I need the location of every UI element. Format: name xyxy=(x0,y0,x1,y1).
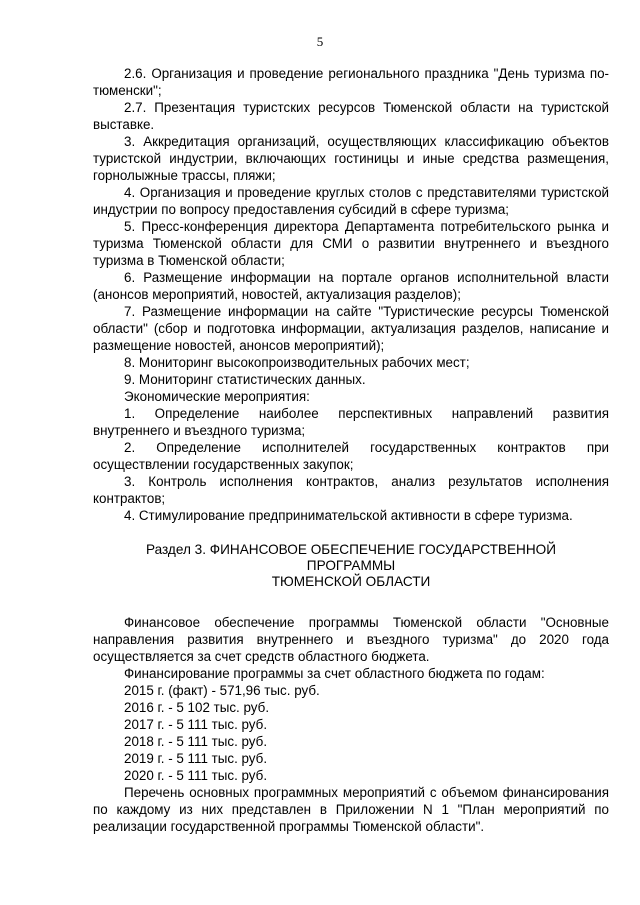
list-item: 3. Аккредитация организаций, осуществляющих классификацию объектов туристской индустрии, включающих гостиницы и иные средства размещения, горнолыжные трассы, пляжи; xyxy=(93,134,609,183)
list-item: 2.7. Презентация туристских ресурсов Тюменской области на туристской выставке. xyxy=(93,100,609,132)
financing-year: 2020 г. - 5 111 тыс. руб. xyxy=(124,768,268,783)
financing-year: 2015 г. (факт) - 571,96 тыс. руб. xyxy=(124,683,320,698)
list-item: 7. Размещение информации на сайте "Туристические ресурсы Тюменской области" (сбор и подготовка информации, актуализация разделов, написание и размещение новостей, анонсов мероприятий); xyxy=(93,304,609,353)
financing-intro: Финансовое обеспечение программы Тюменской области "Основные направления развития внутреннего и въездного туризма" до 2020 года осуществляется за счет средств областного бюджета. xyxy=(93,615,609,664)
list-item: 4. Организация и проведение круглых столов с представителями туристской индустрии по вопросу предоставления субсидий в сфере туризма; xyxy=(93,185,609,217)
section-heading: ПРОГРАММЫ xyxy=(306,558,396,573)
financing-block xyxy=(93,614,609,835)
financing-closing: Перечень основных программных мероприятий с объемом финансирования по каждому из них представлен в Приложении N 1 "План мероприятий по реализации государственной программы Тюменской области". xyxy=(93,785,609,834)
page-number: 5 xyxy=(316,34,324,49)
financing-year: 2019 г. - 5 111 тыс. руб. xyxy=(124,751,268,766)
financing-year: 2017 г. - 5 111 тыс. руб. xyxy=(124,717,268,732)
list-item: 6. Размещение информации на портале органов исполнительной власти (анонсов мероприятий, новостей, актуализация разделов); xyxy=(93,270,609,302)
financing-by-year-title: Финансирование программы за счет областного бюджета по годам: xyxy=(124,666,545,681)
list-item: 2.6. Организация и проведение регионального праздника "День туризма по-тюменски"; xyxy=(93,66,609,98)
document-body xyxy=(93,65,609,835)
financing-year: 2018 г. - 5 111 тыс. руб. xyxy=(124,734,268,749)
economic-item: 4. Стимулирование предпринимательской активности в сфере туризма. xyxy=(124,508,573,523)
section-heading: ТЮМЕНСКОЙ ОБЛАСТИ xyxy=(271,574,431,589)
list-item: 9. Мониторинг статистических данных. xyxy=(124,372,366,387)
economic-measures-title: Экономические мероприятия: xyxy=(124,389,310,404)
section-heading: Раздел 3. ФИНАНСОВОЕ ОБЕСПЕЧЕНИЕ ГОСУДАРСТВЕННОЙ xyxy=(145,542,557,557)
list-item: 8. Мониторинг высокопроизводительных рабочих мест; xyxy=(124,355,470,370)
economic-item: 1. Определение наиболее перспективных направлений развития внутреннего и въездного туризма; xyxy=(93,406,609,438)
economic-item: 3. Контроль исполнения контрактов, анализ результатов исполнения контрактов; xyxy=(93,474,609,506)
list-item: 5. Пресс-конференция директора Департамента потребительского рынка и туризма Тюменской области для СМИ о развитии внутреннего и въездного туризма в Тюменской области; xyxy=(93,219,609,268)
economic-item: 2. Определение исполнителей государственных контрактов при осуществлении государственных закупок; xyxy=(93,440,609,472)
financing-year: 2016 г. - 5 102 тыс. руб. xyxy=(124,700,270,715)
